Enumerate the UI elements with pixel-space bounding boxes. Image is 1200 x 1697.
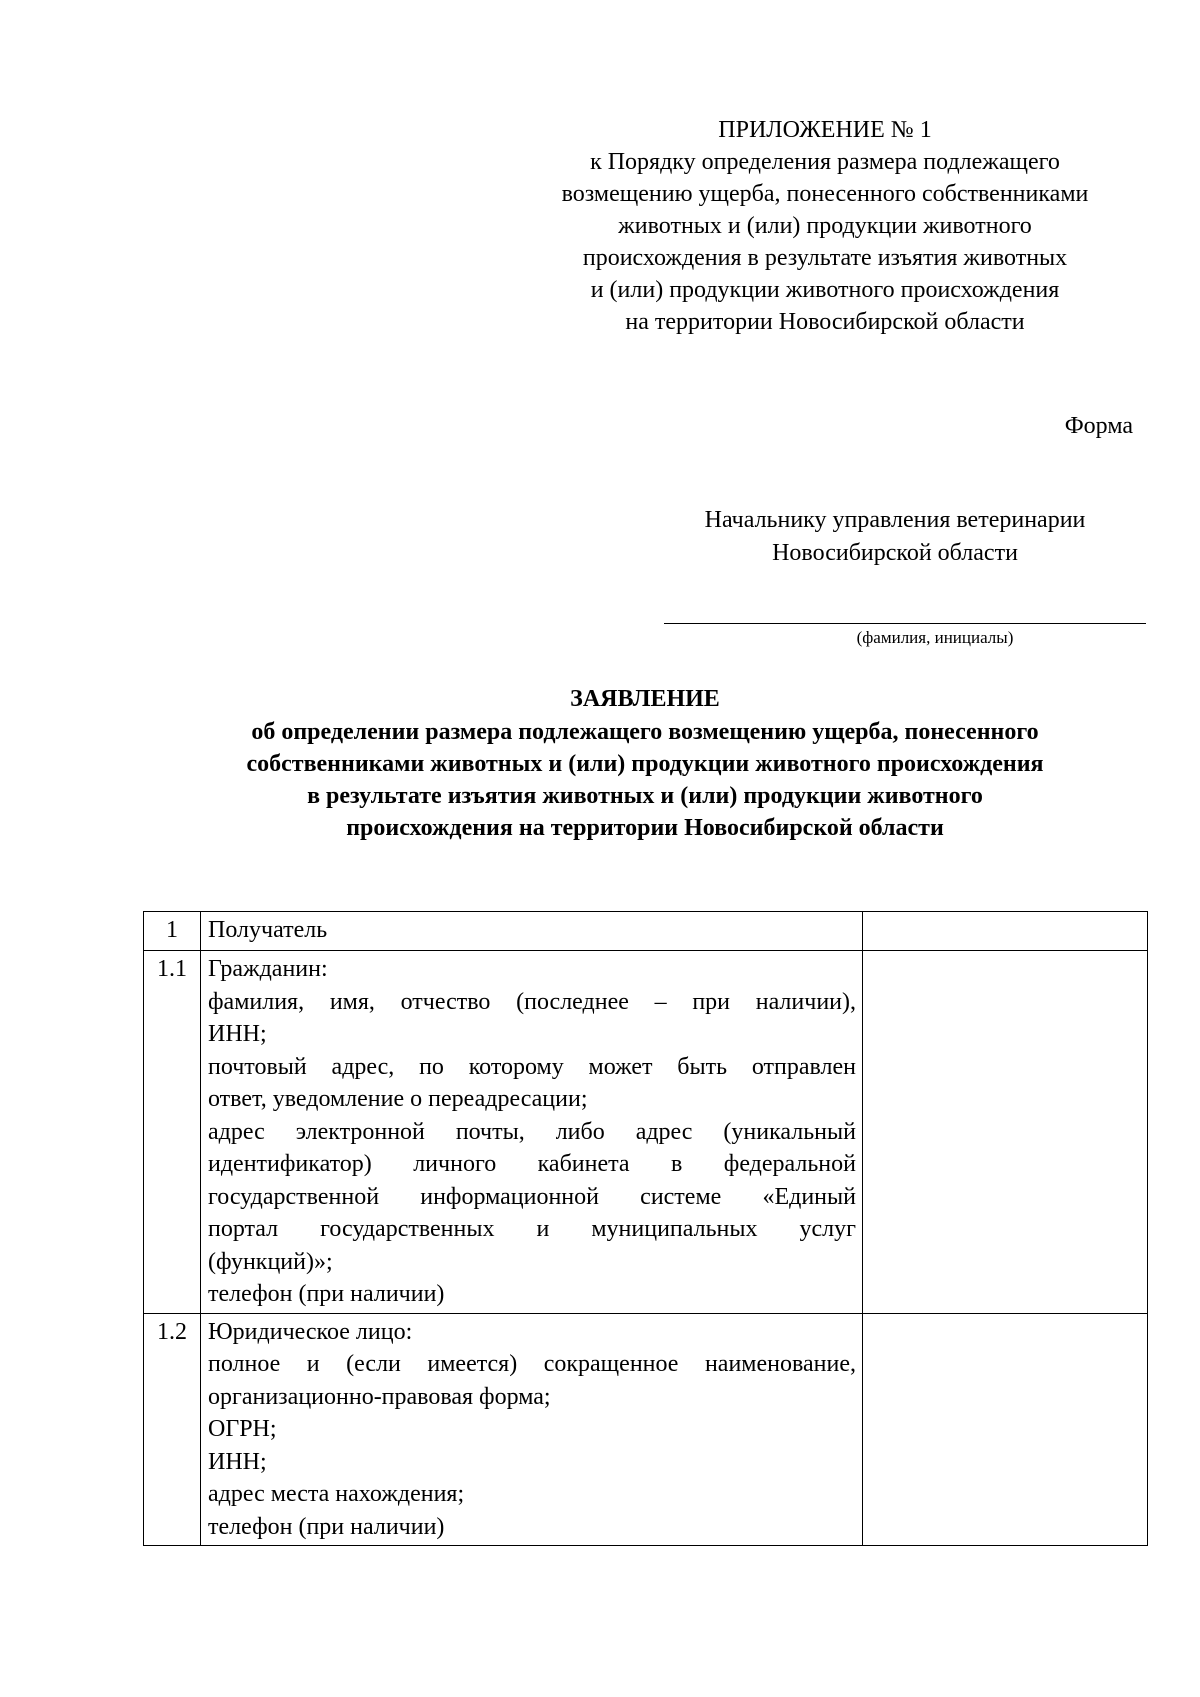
appendix-line: на территории Новосибирской области (625, 309, 1025, 335)
table-row (144, 1313, 1148, 1546)
row-text-line: (функций)»; (208, 1248, 333, 1275)
addressee-line: Начальнику управления ветеринарии (704, 507, 1086, 533)
row-text-line: ИНН; (208, 1021, 267, 1047)
row-text-line: ОГРН; (208, 1416, 277, 1442)
title-line: в результате изъятия животных и (или) продукции животного (307, 783, 983, 809)
application-title (130, 683, 1160, 844)
row-text-line: фамилия, имя, отчество (последнее – при наличии), (208, 988, 856, 1015)
row-text-line: портал государственных и муниципальных услуг (208, 1216, 856, 1242)
row-description (201, 912, 863, 951)
row-text-line: Гражданин: (208, 956, 328, 982)
row-value-cell[interactable] (863, 912, 1148, 951)
row-text-line: телефон (при наличии) (208, 1281, 445, 1307)
row-text-line: государственной информационной системе «Единый (208, 1183, 856, 1210)
applicant-table (143, 911, 1148, 1546)
row-text-line: организационно-правовая форма; (208, 1383, 551, 1410)
row-value-cell[interactable] (863, 1313, 1148, 1546)
row-number: 1.1 (144, 951, 201, 1314)
row-value-cell[interactable] (863, 951, 1148, 1314)
row-text-line: почтовый адрес, по которому может быть отправлен (208, 1053, 856, 1080)
row-text-line: Получатель (208, 917, 328, 943)
form-label: Форма (1064, 413, 1133, 439)
appendix-header (515, 114, 1135, 338)
appendix-line: происхождения в результате изъятия животных (582, 245, 1068, 271)
row-text-line: идентификатор) личного кабинета в федеральной (208, 1151, 856, 1177)
row-text-line: полное и (если имеется) сокращенное наименование, (208, 1351, 856, 1377)
row-description (201, 951, 863, 1314)
row-text-line: адрес электронной почты, либо адрес (уникальный (208, 1118, 856, 1145)
addressee-block (660, 504, 1130, 570)
appendix-line: возмещению ущерба, понесенного собственниками (561, 181, 1089, 207)
signature-caption: (фамилия, инициалы) (856, 628, 1014, 647)
row-description (201, 1313, 863, 1546)
row-text-line: телефон (при наличии) (208, 1513, 445, 1540)
title-line: происхождения на территории Новосибирской области (346, 815, 944, 841)
addressee-line: Новосибирской области (772, 540, 1018, 566)
row-text-line: адрес места нахождения; (208, 1481, 465, 1507)
row-number: 1 (144, 912, 201, 951)
row-text-line: ИНН; (208, 1448, 267, 1475)
title-heading: ЗАЯВЛЕНИЕ (570, 686, 720, 712)
signature-line (664, 623, 1146, 624)
appendix-line: животных и (или) продукции животного (618, 213, 1032, 239)
appendix-line: к Порядку определения размера подлежащего (590, 149, 1060, 175)
row-number: 1.2 (144, 1313, 201, 1546)
title-line: собственниками животных и (или) продукции животного происхождения (246, 751, 1044, 777)
appendix-line: и (или) продукции животного происхождения (590, 277, 1060, 303)
row-text-line: ответ, уведомление о переадресации; (208, 1086, 588, 1112)
appendix-title: ПРИЛОЖЕНИЕ № 1 (718, 117, 932, 143)
title-line: об определении размера подлежащего возмещению ущерба, понесенного (251, 719, 1039, 745)
row-text-line: Юридическое лицо: (208, 1318, 413, 1345)
table-row (144, 951, 1148, 1314)
table-row (144, 912, 1148, 951)
